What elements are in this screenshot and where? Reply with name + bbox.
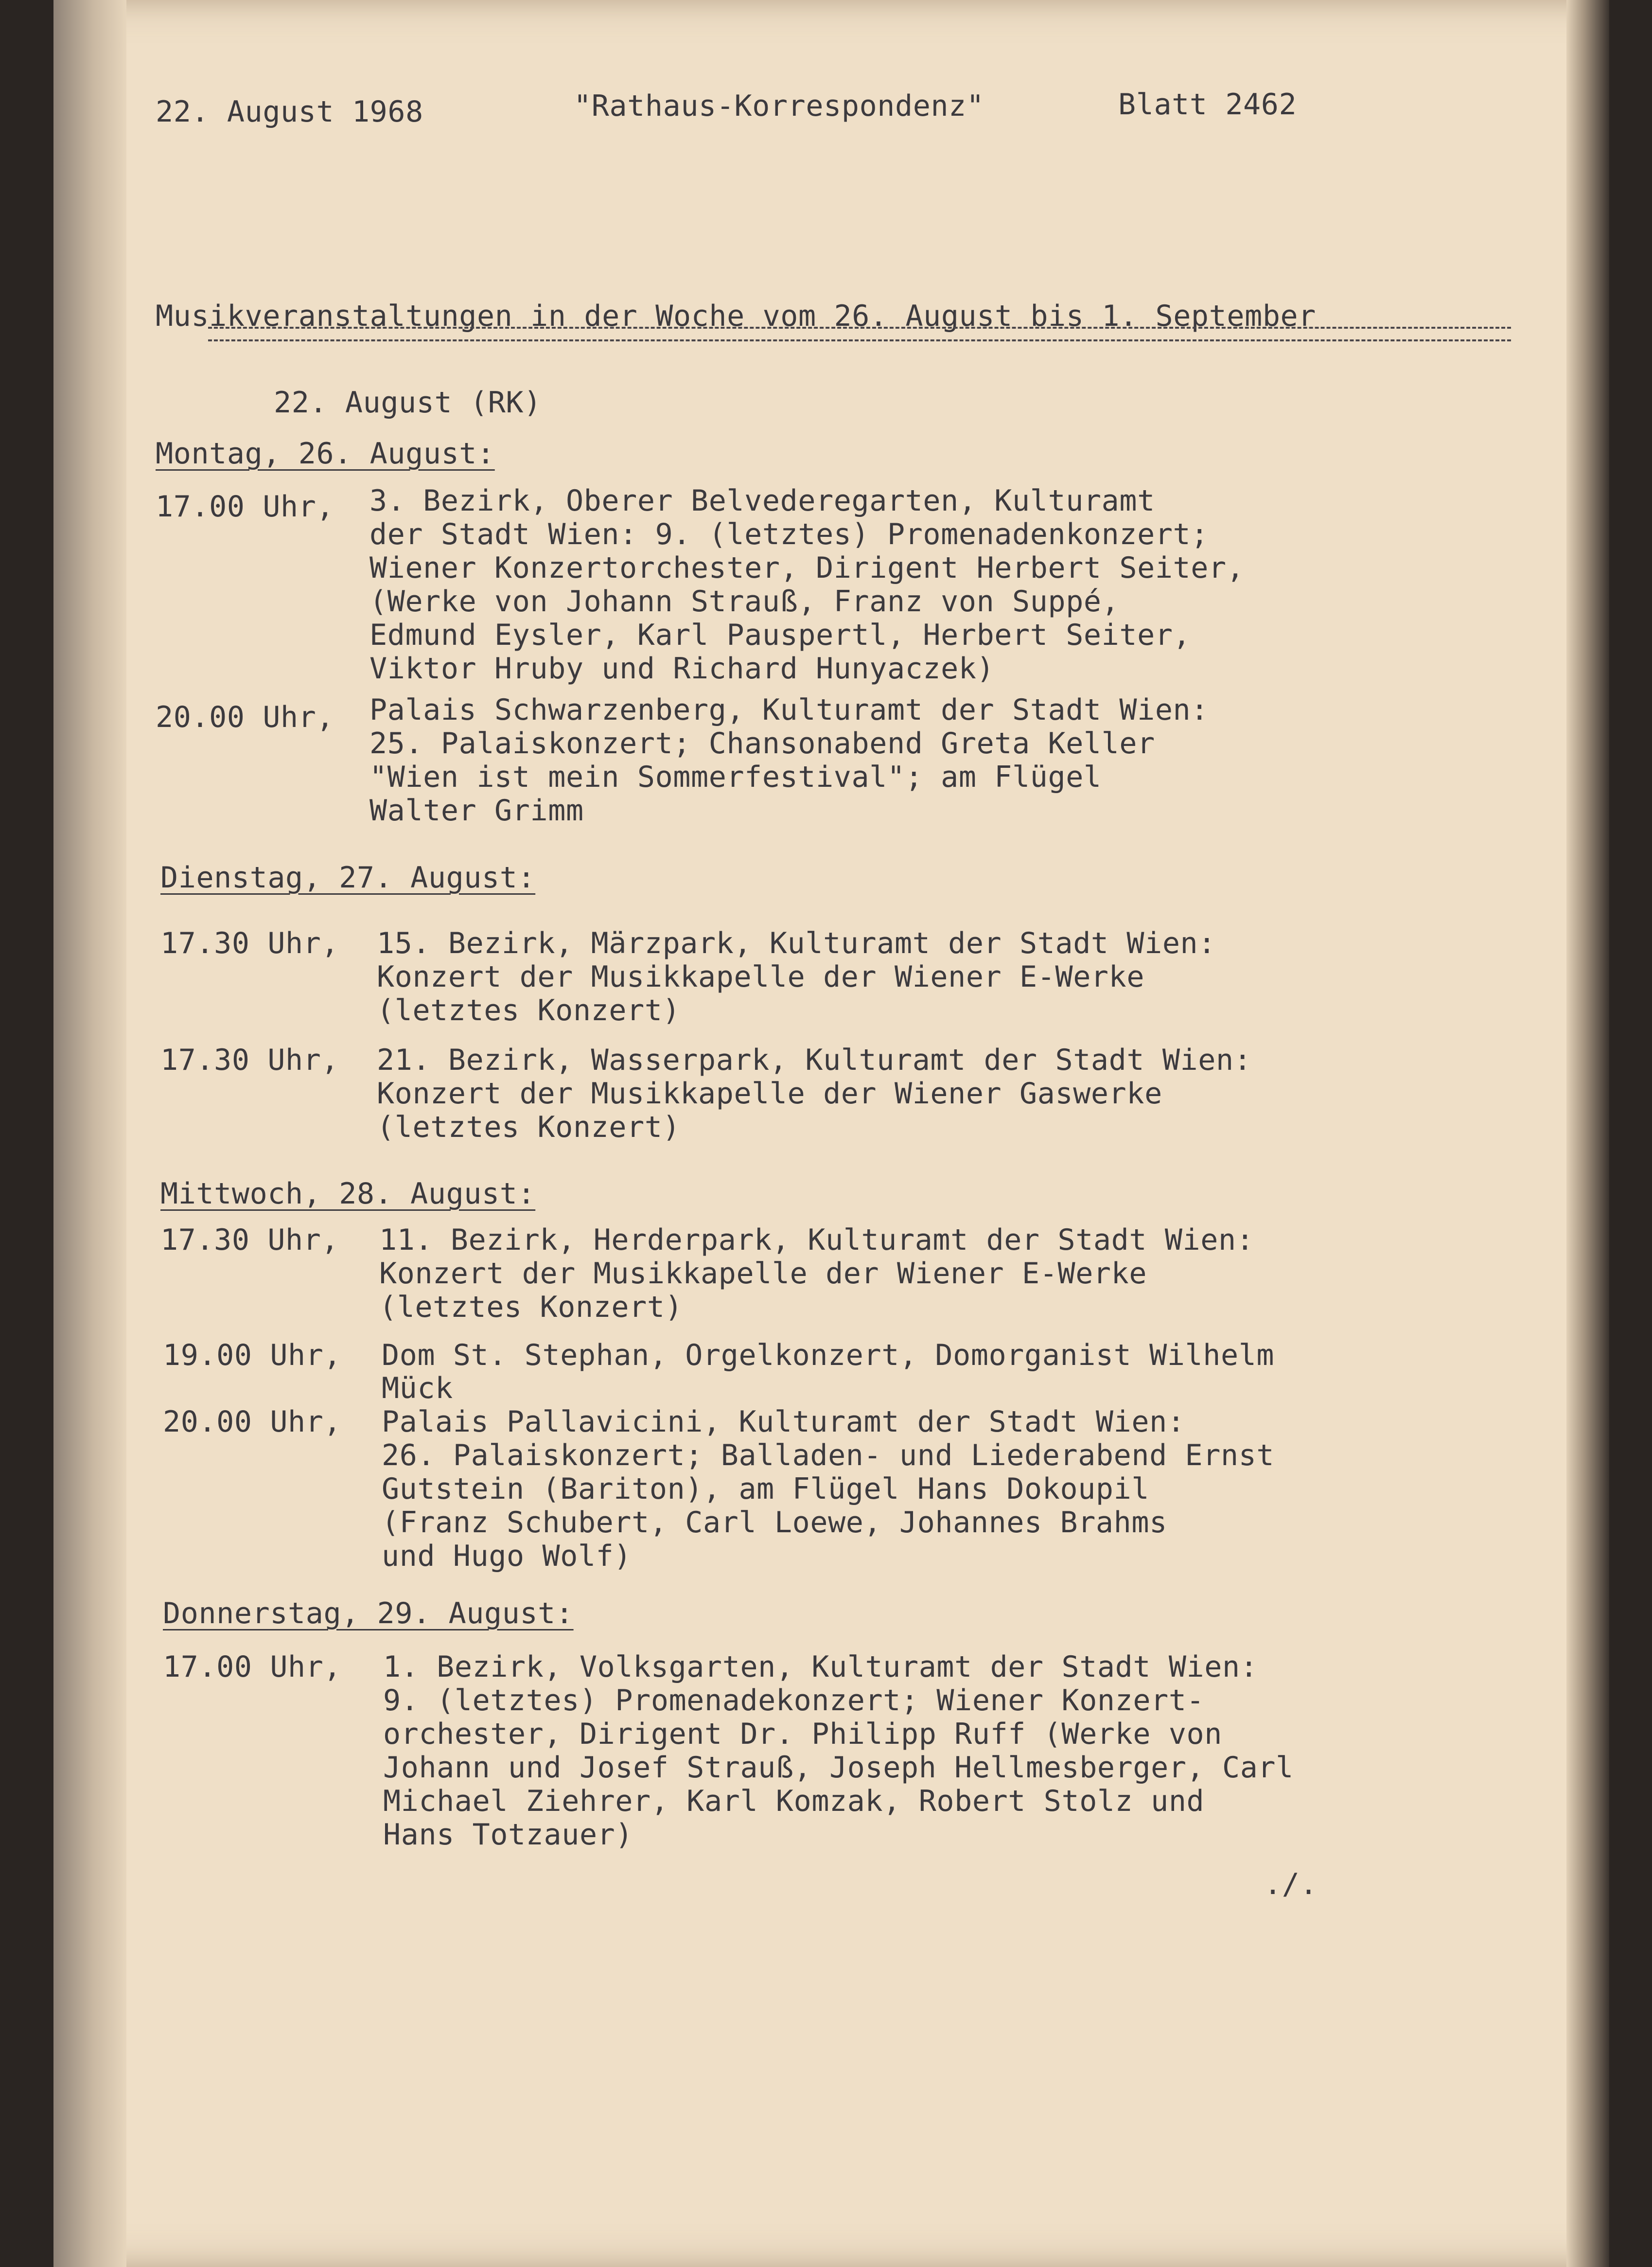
event-line: orchester, Dirigent Dr. Philipp Ruff (Werke von (383, 1717, 1222, 1751)
event-line: 9. (letztes) Promenadekonzert; Wiener Konzert- (383, 1683, 1205, 1718)
event-line: Palais Schwarzenberg, Kulturamt der Stadt Wien: (369, 693, 1209, 727)
day-heading-wednesday: Mittwoch, 28. August: (160, 1177, 536, 1211)
event-line: Mück (382, 1371, 453, 1405)
event-time: 17.30 Uhr, (160, 926, 339, 960)
event-line: und Hugo Wolf) (382, 1539, 632, 1573)
header-date: 22. August 1968 (156, 95, 423, 129)
continuation-mark: ./. (1264, 1867, 1318, 1901)
event-line: Konzert der Musikkapelle der Wiener E-Werke (377, 960, 1145, 994)
day-heading-tuesday: Dienstag, 27. August: (160, 861, 536, 895)
event-line: (letztes Konzert) (379, 1290, 683, 1324)
event-line: (Werke von Johann Strauß, Franz von Suppé, (369, 584, 1120, 619)
event-line: Palais Pallavicini, Kulturamt der Stadt Wien: (382, 1405, 1185, 1439)
event-line: 3. Bezirk, Oberer Belvederegarten, Kulturamt (369, 484, 1155, 518)
event-line: Dom St. Stephan, Orgelkonzert, Domorganist Wilhelm (382, 1338, 1275, 1372)
event-line: (Franz Schubert, Carl Loewe, Johannes Brahms (382, 1505, 1167, 1540)
event-time: 17.00 Uhr, (163, 1650, 342, 1684)
event-line: 11. Bezirk, Herderpark, Kulturamt der Stadt Wien: (379, 1223, 1254, 1257)
event-line: Gutstein (Bariton), am Flügel Hans Dokoupil (382, 1472, 1150, 1506)
event-line: 26. Palaiskonzert; Balladen- und Liederabend Ernst (382, 1438, 1275, 1472)
dateline: 22. August (RK) (274, 386, 542, 420)
event-line: 25. Palaiskonzert; Chansonabend Greta Keller (369, 726, 1155, 761)
day-heading-monday: Montag, 26. August: (156, 437, 495, 471)
event-line: Viktor Hruby und Richard Hunyaczek) (369, 652, 995, 686)
event-line: Konzert der Musikkapelle der Wiener E-Werke (379, 1257, 1147, 1291)
document-title: Musikveranstaltungen in der Woche vom 26. August bis 1. September (156, 299, 1316, 333)
event-line: Michael Ziehrer, Karl Komzak, Robert Stolz und (383, 1784, 1205, 1818)
event-time: 20.00 Uhr, (163, 1405, 342, 1439)
event-line: Walter Grimm (369, 794, 584, 828)
binding-fold-shadow (53, 0, 126, 2267)
event-line: 21. Bezirk, Wasserpark, Kulturamt der Stadt Wien: (377, 1043, 1252, 1077)
event-line: Johann und Josef Strauß, Joseph Hellmesberger, Carl (383, 1751, 1294, 1785)
event-time: 19.00 Uhr, (163, 1338, 342, 1372)
page-edge (1566, 0, 1609, 2267)
event-line: (letztes Konzert) (377, 993, 681, 1027)
event-time: 17.30 Uhr, (160, 1223, 339, 1257)
event-line: 1. Bezirk, Volksgarten, Kulturamt der Stadt Wien: (383, 1650, 1258, 1684)
event-time: 20.00 Uhr, (156, 700, 334, 734)
event-time: 17.30 Uhr, (160, 1043, 339, 1077)
event-line: 15. Bezirk, Märzpark, Kulturamt der Stadt Wien: (377, 926, 1216, 960)
title-double-rule (208, 327, 1511, 341)
event-line: Hans Totzauer) (383, 1818, 633, 1852)
event-line: "Wien ist mein Sommerfestival"; am Flügel (369, 760, 1102, 794)
event-time: 17.00 Uhr, (156, 490, 334, 524)
event-line: Edmund Eysler, Karl Pauspertl, Herbert Seiter, (369, 618, 1191, 652)
event-line: der Stadt Wien: 9. (letztes) Promenadenkonzert; (369, 517, 1209, 551)
document-page (53, 0, 1609, 2267)
header-sheet-number: Blatt 2462 (1118, 88, 1297, 122)
header-publication: "Rathaus-Korrespondenz" (574, 89, 984, 123)
event-line: Wiener Konzertorchester, Dirigent Herbert Seiter, (369, 551, 1245, 585)
event-line: Konzert der Musikkapelle der Wiener Gaswerke (377, 1077, 1162, 1111)
event-line: (letztes Konzert) (377, 1110, 681, 1144)
day-heading-thursday: Donnerstag, 29. August: (163, 1596, 574, 1630)
